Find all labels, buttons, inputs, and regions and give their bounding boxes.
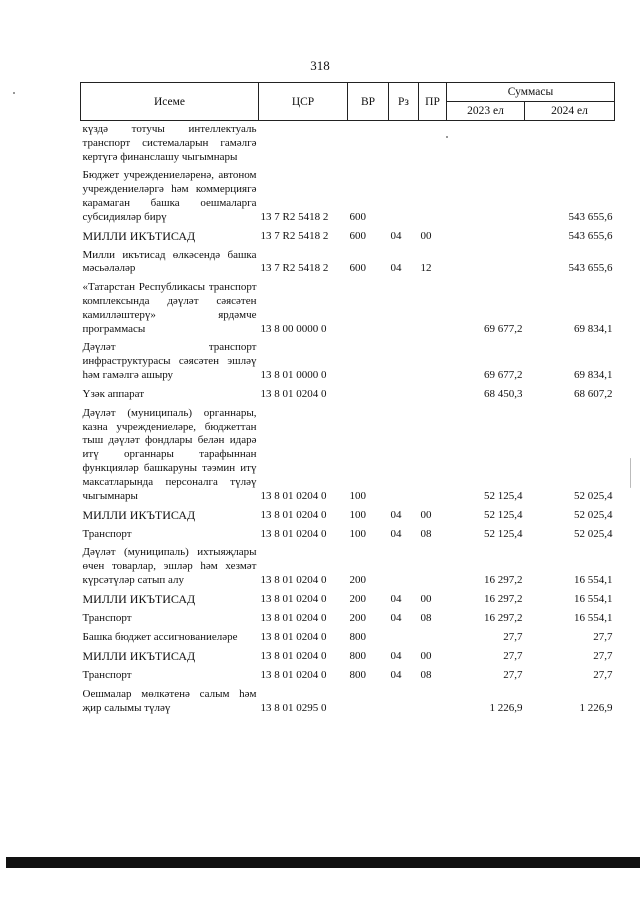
table-row [81, 228, 615, 247]
row-vr-cell: 600 [349, 210, 366, 223]
table-row [81, 591, 615, 610]
row-vr-cell: 600 [349, 262, 366, 275]
table-row [81, 544, 615, 590]
row-csr-cell: 13 7 R2 5418 2 [260, 262, 329, 275]
row-rz-cell [389, 386, 419, 405]
row-rz-cell [389, 121, 419, 168]
row-amount-2024-cell: 52 025,4 [574, 489, 613, 502]
row-csr-cell: 13 8 01 0204 0 [260, 508, 327, 521]
row-amount-2023-cell: 52 125,4 [484, 489, 523, 502]
row-pr-cell [419, 629, 447, 648]
row-csr-cell: 13 8 01 0204 0 [260, 611, 327, 624]
row-amount-2023-cell: 16 297,2 [484, 573, 523, 586]
row-amount-2024-cell: 69 834,1 [574, 322, 613, 335]
row-csr-cell: 13 8 01 0204 0 [260, 649, 327, 662]
row-pr-cell: 00 [420, 508, 432, 521]
row-name-cell: МИЛЛИ ИКЪТИСАД [82, 591, 196, 606]
row-vr-cell: 100 [349, 489, 366, 502]
row-amount-2024-cell: 16 554,1 [574, 573, 613, 586]
row-pr-cell [419, 279, 447, 339]
row-amount-2023-cell: 27,7 [503, 630, 523, 643]
row-rz-cell [389, 629, 419, 648]
table-row [81, 610, 615, 629]
row-csr-cell: 13 8 01 0204 0 [260, 489, 327, 502]
row-amount-2023-cell [447, 121, 525, 168]
row-name-cell: Бюджет учреждениеләренә, автоном учреждениеләргә һәм коммерциягә карамаган башка оешмаларга субсидияләр бирү [82, 169, 257, 223]
row-rz-cell: 04 [390, 668, 402, 681]
row-csr-cell: 13 8 01 0204 0 [260, 592, 327, 605]
row-name-cell: Транспорт [82, 611, 132, 624]
row-csr-cell: 13 7 R2 5418 2 [260, 210, 329, 223]
row-rz-cell [389, 405, 419, 507]
table-row [81, 667, 615, 686]
table-body [81, 121, 615, 719]
row-amount-2023-cell: 69 677,2 [484, 368, 523, 381]
row-name-cell: МИЛЛИ ИКЪТИСАД [82, 507, 196, 522]
row-vr-cell: 100 [349, 508, 366, 521]
scan-border-bar [6, 857, 640, 868]
row-amount-2023-cell: 16 297,2 [484, 592, 523, 605]
row-rz-cell [389, 544, 419, 590]
row-csr-cell: 13 8 01 0295 0 [260, 701, 327, 714]
row-csr-cell: 13 8 01 0204 0 [260, 527, 327, 540]
row-rz-cell: 04 [390, 229, 402, 242]
row-amount-2024-cell: 52 025,4 [574, 527, 613, 540]
row-vr-cell: 600 [349, 229, 366, 242]
row-csr-cell: 13 8 01 0204 0 [260, 668, 327, 681]
row-name-cell: Транспорт [82, 527, 132, 540]
row-amount-2024-cell: 543 655,6 [568, 262, 613, 275]
row-rz-cell [389, 279, 419, 339]
table-row [81, 686, 615, 719]
budget-table [80, 82, 615, 718]
row-vr-cell [348, 339, 389, 385]
row-amount-2023-cell: 16 297,2 [484, 611, 523, 624]
row-pr-cell [419, 121, 447, 168]
row-name-cell: Транспорт [82, 668, 132, 681]
row-csr-cell: 13 8 01 0204 0 [260, 387, 327, 400]
table-row [81, 247, 615, 280]
row-vr-cell: 200 [349, 573, 366, 586]
column-header-csr: ЦСР [259, 83, 348, 121]
row-csr-cell: 13 8 01 0204 0 [260, 573, 327, 586]
row-name-cell: Оешмалар мөлкәтенә салым һәм җир салымы түләү [82, 687, 257, 714]
row-csr-cell: 13 7 R2 5418 2 [260, 229, 329, 242]
row-amount-2024-cell: 1 226,9 [579, 701, 613, 714]
row-pr-cell [419, 339, 447, 385]
row-pr-cell [419, 544, 447, 590]
column-header-amounts: Суммасы [447, 83, 615, 102]
row-pr-cell [419, 386, 447, 405]
row-name-cell: Дәүләт (муниципаль) органнары, казна учреждениеләре, бюджеттан тыш дәүләт фондлары белән идарә итү органнары тарафыннан функцияләр башкаруны тәэмин итү максатларында персоналга түләү чыгымнары [82, 406, 257, 502]
row-pr-cell: 00 [420, 649, 432, 662]
row-vr-cell [348, 686, 389, 719]
row-name-cell: «Татарстан Республикасы транспорт комплексында дәүләт сәясәтен камилләштерү» ярдәмче программасы [82, 281, 257, 335]
row-pr-cell [419, 686, 447, 719]
row-rz-cell [389, 686, 419, 719]
column-header-pr: ПР [419, 83, 447, 121]
row-amount-2023-cell: 1 226,9 [489, 701, 523, 714]
row-amount-2024-cell: 52 025,4 [574, 508, 613, 521]
table-row [81, 405, 615, 507]
row-amount-2024-cell: 69 834,1 [574, 368, 613, 381]
row-amount-2024-cell: 543 655,6 [568, 229, 613, 242]
row-rz-cell: 04 [390, 611, 402, 624]
row-amount-2023-cell: 68 450,3 [484, 387, 523, 400]
row-amount-2023-cell: 27,7 [503, 668, 523, 681]
row-amount-2024-cell: 543 655,6 [568, 210, 613, 223]
row-rz-cell: 04 [390, 508, 402, 521]
row-rz-cell [389, 167, 419, 227]
row-amount-2024-cell: 27,7 [593, 649, 613, 662]
row-pr-cell: 00 [420, 229, 432, 242]
row-csr-cell: 13 8 01 0204 0 [260, 630, 327, 643]
row-amount-2023-cell [447, 228, 525, 247]
page-number: 318 [310, 58, 330, 73]
row-vr-cell: 800 [349, 630, 366, 643]
row-amount-2023-cell: 27,7 [503, 649, 523, 662]
table-row [81, 339, 615, 385]
row-amount-2024-cell: 68 607,2 [574, 387, 613, 400]
row-rz-cell: 04 [390, 592, 402, 605]
table-row [81, 279, 615, 339]
row-pr-cell: 12 [420, 262, 432, 275]
row-pr-cell: 08 [420, 611, 432, 624]
row-name-cell: МИЛЛИ ИКЪТИСАД [82, 228, 196, 243]
column-header-year-2024: 2024 ел [525, 102, 615, 121]
row-pr-cell [419, 167, 447, 227]
row-vr-cell [348, 279, 389, 339]
scan-edge-mark [630, 458, 631, 488]
row-pr-cell [419, 405, 447, 507]
row-csr-cell: 13 8 01 0000 0 [260, 368, 327, 381]
row-vr-cell: 100 [349, 527, 366, 540]
row-amount-2024-cell [525, 121, 615, 168]
row-name-cell: күздә тотучы интеллектуаль транспорт системаларын гамәлгә кертүгә финанслашу чыгымнары [82, 123, 257, 163]
table-row [81, 167, 615, 227]
row-amount-2024-cell: 16 554,1 [574, 611, 613, 624]
row-vr-cell [348, 121, 389, 168]
row-vr-cell: 200 [349, 592, 366, 605]
table-row [81, 386, 615, 405]
row-name-cell: Башка бюджет ассигнованиеләре [82, 630, 238, 643]
row-name-cell: Дәүләт (муниципаль) ихтыяҗлары өчен товарлар, эшләр һәм хезмәт күрсәтүләр сатып алу [82, 546, 257, 586]
row-vr-cell: 800 [349, 649, 366, 662]
row-name-cell: Милли икътисад өлкәсендә башка мәсьәләләр [82, 248, 257, 275]
row-rz-cell: 04 [390, 262, 402, 275]
row-amount-2023-cell: 52 125,4 [484, 508, 523, 521]
row-csr-cell [259, 121, 348, 168]
table-row [81, 121, 615, 168]
row-amount-2023-cell: 69 677,2 [484, 322, 523, 335]
table-row [81, 525, 615, 544]
row-amount-2024-cell: 27,7 [593, 668, 613, 681]
row-rz-cell [389, 339, 419, 385]
table-row [81, 506, 615, 525]
row-csr-cell: 13 8 00 0000 0 [260, 322, 327, 335]
column-header-name: Исеме [81, 83, 259, 121]
row-rz-cell: 04 [390, 649, 402, 662]
row-vr-cell: 800 [349, 668, 366, 681]
row-amount-2023-cell [447, 167, 525, 227]
row-amount-2023-cell: 52 125,4 [484, 527, 523, 540]
row-amount-2024-cell: 16 554,1 [574, 592, 613, 605]
row-pr-cell: 00 [420, 592, 432, 605]
row-rz-cell: 04 [390, 527, 402, 540]
row-pr-cell: 08 [420, 668, 432, 681]
column-header-vr: ВР [348, 83, 389, 121]
column-header-year-2023: 2023 ел [447, 102, 525, 121]
row-name-cell: МИЛЛИ ИКЪТИСАД [82, 648, 196, 663]
table-row [81, 648, 615, 667]
row-amount-2023-cell [447, 247, 525, 280]
column-header-rz: Рз [389, 83, 419, 121]
row-amount-2024-cell: 27,7 [593, 630, 613, 643]
row-pr-cell: 08 [420, 527, 432, 540]
table-row [81, 629, 615, 648]
row-name-cell: Үзәк аппарат [82, 387, 145, 400]
row-name-cell: Дәүләт транспорт инфраструктурасы сәясәтен эшләү һәм гамәлгә ашыру [82, 341, 257, 381]
row-vr-cell [348, 386, 389, 405]
scan-speck [446, 136, 448, 138]
scan-speck [13, 92, 15, 94]
row-vr-cell: 200 [349, 611, 366, 624]
